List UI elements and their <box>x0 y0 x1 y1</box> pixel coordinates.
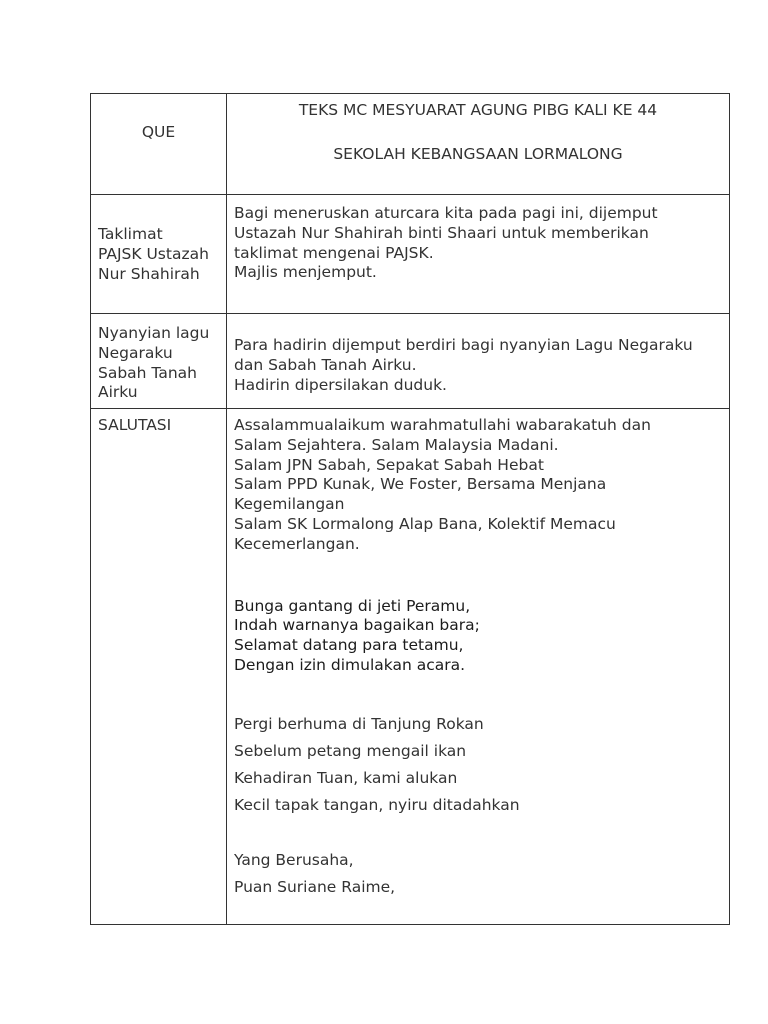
verse-line: Pergi berhuma di Tanjung Rokan <box>234 714 484 733</box>
header-que-cell <box>91 94 227 195</box>
que-heading: QUE <box>141 123 176 141</box>
pantun-verse-1 <box>234 597 722 676</box>
script-line: Kecemerlangan. <box>234 534 360 553</box>
verse-line: Sebelum petang mengail ikan <box>234 741 467 760</box>
script-line: Majlis menjemput. <box>234 263 377 282</box>
verse-line: Indah warnanya bagaikan bara; <box>234 616 480 635</box>
verse-line: Kecil tapak tangan, nyiru ditadahkan <box>234 795 520 814</box>
script-line: Kegemilangan <box>234 495 345 514</box>
cue-label-line: Nur Shahirah <box>98 264 200 283</box>
script-line: Salam Sejahtera. Salam Malaysia Madani. <box>234 435 559 454</box>
school-name: SEKOLAH KEBANGSAAN LORMALONG <box>333 144 623 163</box>
signoff-line: Yang Berusaha, <box>234 850 354 869</box>
script-line: Salam SK Lormalong Alap Bana, Kolektif Memacu <box>234 514 616 533</box>
cue-label-line: SALUTASI <box>98 416 172 434</box>
verse-line: Dengan izin dimulakan acara. <box>234 655 466 674</box>
verse-line: Bunga gantang di jeti Peramu, <box>234 596 471 615</box>
script-line: Bagi meneruskan aturcara kita pada pagi ini, dijemput <box>234 204 658 222</box>
cue-cell <box>91 409 227 925</box>
script-line: Salam PPD Kunak, We Foster, Bersama Menjana <box>234 475 607 494</box>
header-title-cell <box>227 94 730 195</box>
script-line: dan Sabah Tanah Airku. <box>234 355 417 374</box>
table-header-row <box>91 94 730 195</box>
cue-label-line: PAJSK Ustazah <box>98 244 209 263</box>
cue-label-line: Airku <box>98 383 138 402</box>
table-row <box>91 195 730 314</box>
cue-label-line: Nyanyian lagu <box>98 324 210 342</box>
verse-line: Selamat datang para tetamu, <box>234 636 464 655</box>
script-cell <box>227 314 730 409</box>
cue-label-line: Taklimat <box>98 225 163 243</box>
script-line: Para hadirin dijemput berdiri bagi nyanyian Lagu Negaraku <box>234 336 693 354</box>
author-name: Puan Suriane Raime, <box>234 877 396 896</box>
table-row <box>91 409 730 925</box>
verse-line: Kehadiran Tuan, kami alukan <box>234 768 458 787</box>
signoff <box>234 847 722 901</box>
cue-label-line: Sabah Tanah <box>98 363 197 382</box>
script-line: Salam JPN Sabah, Sepakat Sabah Hebat <box>234 455 544 474</box>
script-line: Assalammualaikum warahmatullahi wabarakatuh dan <box>234 416 651 434</box>
salutation-greeting <box>234 416 722 555</box>
table-row <box>91 314 730 409</box>
cue-cell <box>91 195 227 314</box>
pantun-verse-2 <box>234 711 722 819</box>
cue-label-line: Negaraku <box>98 343 173 362</box>
mc-script-table <box>90 93 730 925</box>
cue-cell <box>91 314 227 409</box>
script-line: taklimat mengenai PAJSK. <box>234 243 434 262</box>
script-cell <box>227 409 730 925</box>
script-line: Hadirin dipersilakan duduk. <box>234 375 447 394</box>
script-line: Ustazah Nur Shahirah binti Shaari untuk memberikan <box>234 223 649 242</box>
document-title: TEKS MC MESYUARAT AGUNG PIBG KALI KE 44 <box>298 101 658 119</box>
script-cell <box>227 195 730 314</box>
